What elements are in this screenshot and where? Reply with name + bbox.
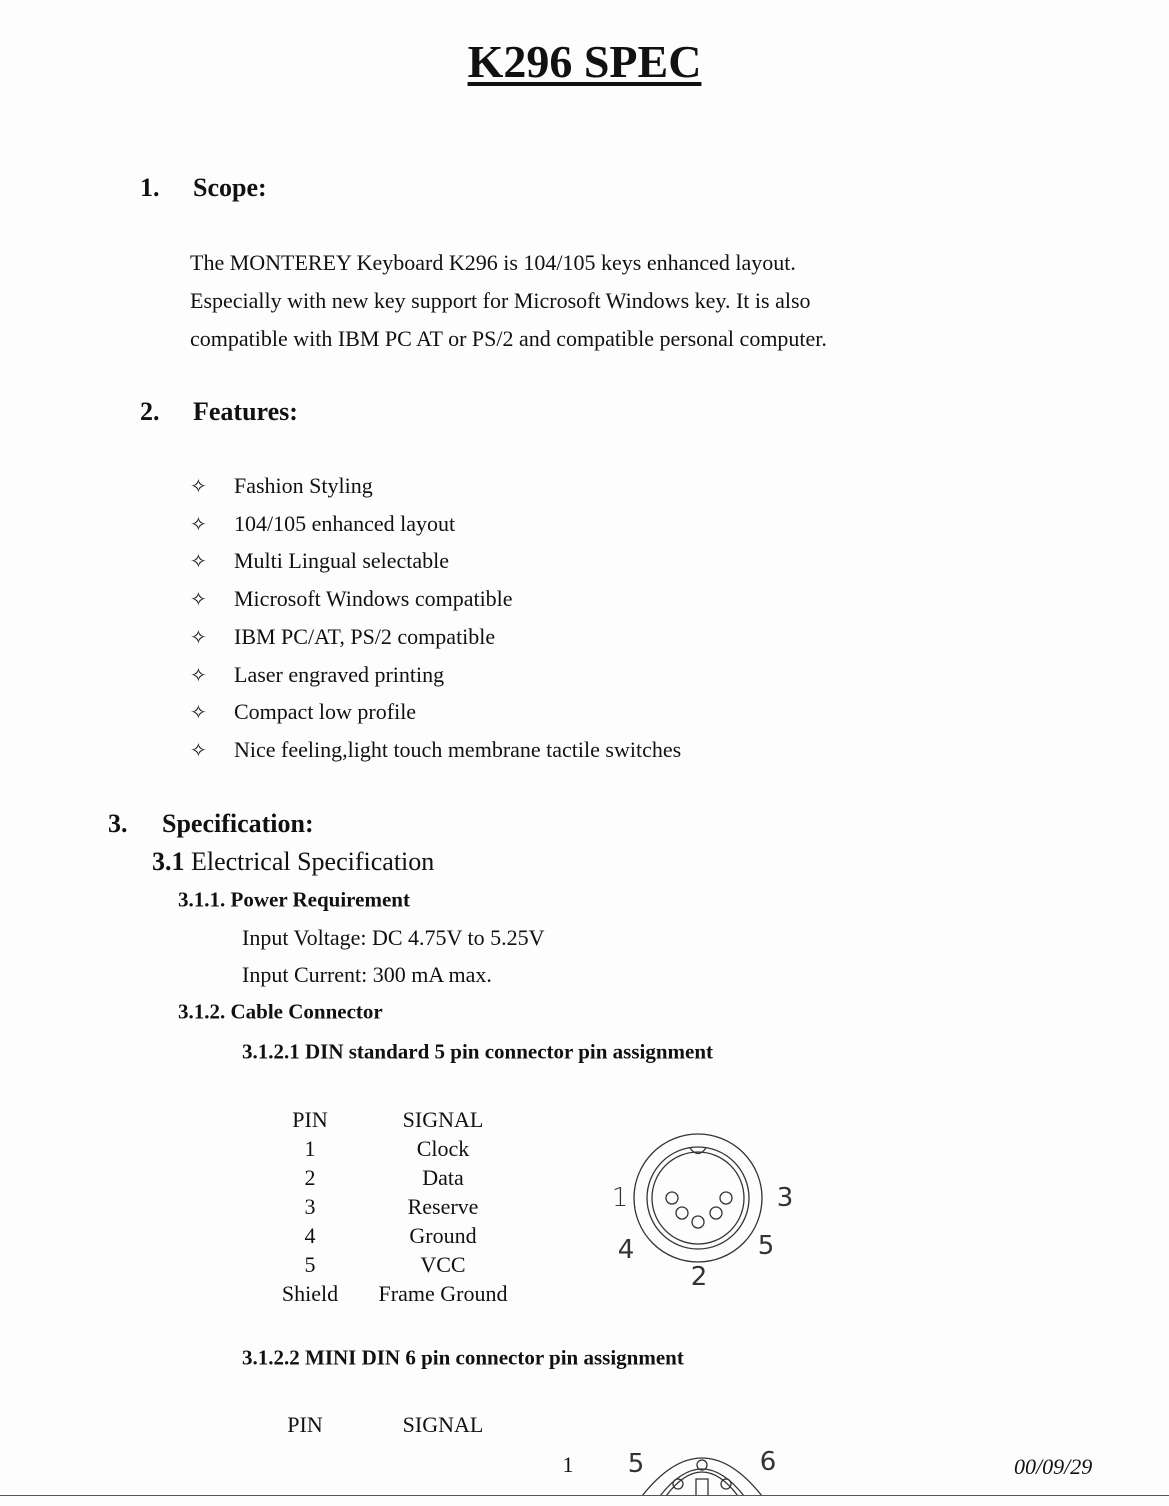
page-title: K296 SPEC xyxy=(467,36,702,87)
din-pin-signal: Data xyxy=(422,1165,464,1190)
section-heading-specification: Specification: xyxy=(162,809,314,838)
din-pin-number: 5 xyxy=(304,1252,316,1277)
subsection-heading xyxy=(152,849,434,875)
feature-item: Nice feeling,light touch membrane tactile switches xyxy=(234,736,682,762)
cable-heading: 3.1.2. Cable Connector xyxy=(178,999,383,1024)
input-voltage: Input Voltage: DC 4.75V to 5.25V xyxy=(242,925,545,950)
din-label-1: 1 xyxy=(611,1183,629,1213)
section-number-features: 2. xyxy=(140,397,160,426)
din-pin-number: 4 xyxy=(304,1223,316,1248)
mini-din-col-signal: SIGNAL xyxy=(402,1412,484,1437)
input-current: Input Current: 300 mA max. xyxy=(242,962,492,987)
section-heading-features: Features: xyxy=(193,397,298,426)
scope-line: The MONTEREY Keyboard K296 is 104/105 keys enhanced layout. xyxy=(190,250,796,275)
subsection-title: Electrical Specification xyxy=(191,847,435,876)
page-number: 1 xyxy=(562,1452,574,1477)
din-label-3: 3 xyxy=(776,1183,794,1213)
mini-din-label-6: 6 xyxy=(759,1447,777,1477)
din-heading: 3.1.2.1 DIN standard 5 pin connector pin assignment xyxy=(242,1039,714,1064)
mini-din-col-pin: PIN xyxy=(287,1412,323,1437)
power-heading: 3.1.1. Power Requirement xyxy=(178,887,410,912)
din-label-4: 4 xyxy=(617,1235,635,1265)
subsection-number: 3.1 xyxy=(152,847,185,876)
feature-item: IBM PC/AT, PS/2 compatible xyxy=(234,623,496,649)
feature-item: Compact low profile xyxy=(234,699,417,725)
din-label-2: 2 xyxy=(690,1262,708,1292)
din-pin-signal: Ground xyxy=(409,1223,477,1248)
din-pin-number: Shield xyxy=(281,1281,339,1306)
diamond-star-icon: ✧ xyxy=(190,737,207,762)
diamond-star-icon: ✧ xyxy=(190,511,207,536)
din-label-5: 5 xyxy=(757,1231,775,1261)
scope-line: compatible with IBM PC AT or PS/2 and compatible personal computer. xyxy=(190,326,827,351)
scope-line: Especially with new key support for Microsoft Windows key. It is also xyxy=(190,288,811,313)
din-col-pin: PIN xyxy=(292,1107,328,1132)
section-heading-scope: Scope: xyxy=(193,173,267,202)
din-col-signal: SIGNAL xyxy=(402,1107,484,1132)
mini-din-6pin-connector-diagram xyxy=(640,1440,770,1496)
feature-item: Multi Lingual selectable xyxy=(234,548,450,574)
diamond-star-icon: ✧ xyxy=(190,549,207,574)
din-pin-number: 2 xyxy=(304,1165,316,1190)
diamond-star-icon: ✧ xyxy=(190,624,207,649)
section-number-scope: 1. xyxy=(140,173,160,202)
footer-rule xyxy=(0,1495,1169,1496)
feature-item: Microsoft Windows compatible xyxy=(234,586,513,612)
feature-item: Laser engraved printing xyxy=(234,661,445,687)
diamond-star-icon: ✧ xyxy=(190,587,207,612)
feature-item: 104/105 enhanced layout xyxy=(234,510,456,536)
din-pin-number: 3 xyxy=(304,1194,316,1219)
din-pin-signal: Frame Ground xyxy=(378,1281,508,1306)
din-pin-number: 1 xyxy=(304,1136,316,1161)
din-pin-signal: Reserve xyxy=(407,1194,479,1219)
din-pin-signal: Clock xyxy=(416,1136,470,1161)
mini-din-label-5: 5 xyxy=(627,1449,645,1479)
diamond-star-icon: ✧ xyxy=(190,662,207,687)
mini-din-heading: 3.1.2.2 MINI DIN 6 pin connector pin assignment xyxy=(242,1345,684,1370)
diamond-star-icon: ✧ xyxy=(190,474,207,498)
section-number-specification: 3. xyxy=(108,809,128,838)
document-date: 00/09/29 xyxy=(1014,1454,1093,1479)
din-pin-signal: VCC xyxy=(420,1252,466,1277)
diamond-star-icon: ✧ xyxy=(190,700,207,725)
feature-item: Fashion Styling xyxy=(234,473,373,498)
